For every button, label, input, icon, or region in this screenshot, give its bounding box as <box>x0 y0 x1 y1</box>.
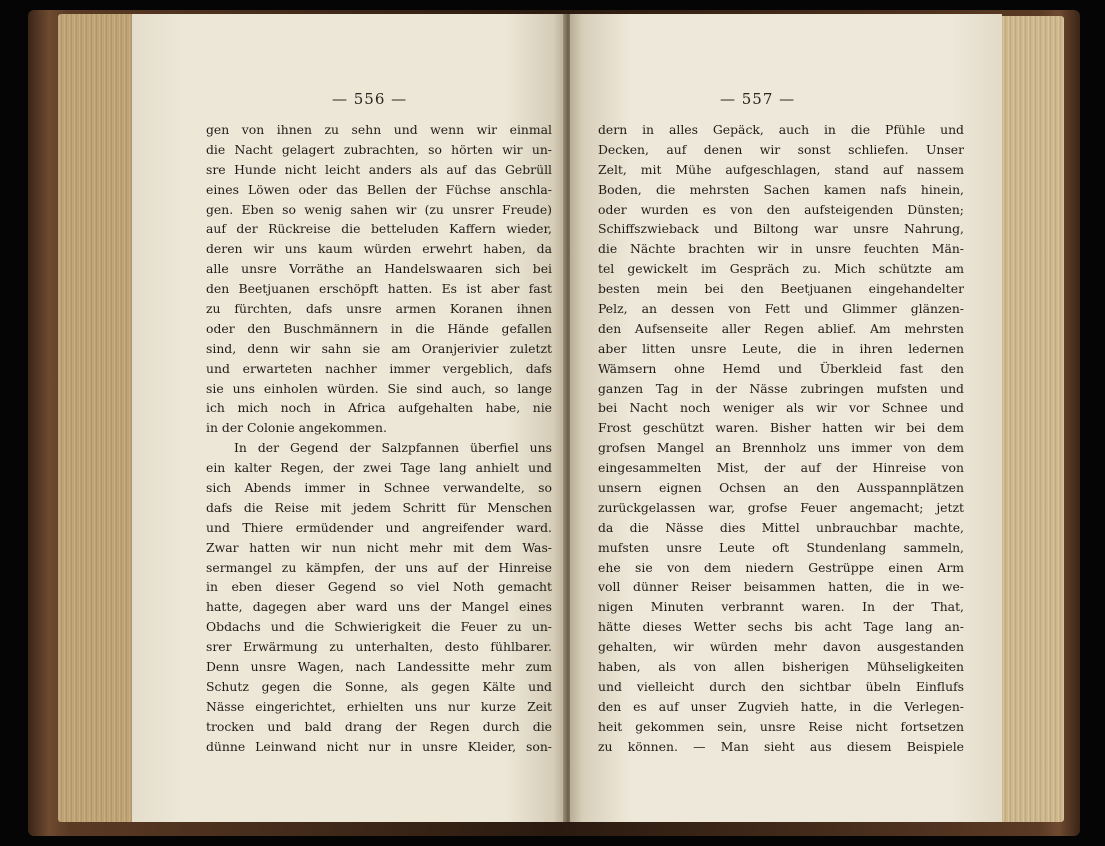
text-line: bei Nacht noch weniger als wir vor Schnee und <box>598 400 964 416</box>
text-line: den Aufsenseite aller Regen ablief. Am mehrsten <box>598 320 964 336</box>
text-line: sind, denn wir sahn sie am Oranjerivier zuletzt <box>206 340 552 356</box>
text-line: Zwar hatten wir nun nicht mehr mit dem Was- <box>206 539 552 555</box>
text-line: srer Erwärmung zu unterhalten, desto fühlbarer. <box>206 639 552 655</box>
text-line: zu fürchten, dafs unsre armen Koranen ihnen <box>206 301 552 317</box>
text-line: oder den Buschmännern in die Hände gefallen <box>206 320 552 336</box>
text-line: ein kalter Regen, der zwei Tage lang anhielt und <box>206 460 552 476</box>
text-line: Zelt, mit Mühe aufgeschlagen, stand auf nassem <box>598 161 964 177</box>
text-line: zurückgelassen war, grofse Feuer angemacht; jetzt <box>598 499 964 515</box>
text-line: zu können. — Man sieht aus diesem Beispiele <box>598 738 964 754</box>
text-line: da die Nässe dies Mittel unbrauchbar machte, <box>598 519 964 535</box>
text-line: trocken und bald drang der Regen durch die <box>206 718 552 734</box>
text-line: dern in alles Gepäck, auch in die Pfühle und <box>598 122 964 137</box>
text-line: ganzen Tag in der Nässe zubringen mufsten und <box>598 380 964 396</box>
page-edges-right <box>1002 16 1064 822</box>
text-line: sre Hunde nicht leicht anders als auf das Gebrüll <box>206 161 552 177</box>
text-line: ich mich noch in Africa aufgehalten habe, nie <box>206 400 552 416</box>
text-line: eines Löwen oder das Bellen der Füchse anschla- <box>206 181 552 197</box>
page-number-left: — 556 — <box>332 90 408 108</box>
text-line: nigen Minuten verbrannt waren. In der That, <box>598 599 964 615</box>
text-line: Obdachs und die Schwierigkeit die Feuer zu un- <box>206 619 552 635</box>
text-line: sie uns einholen würden. Sie sind auch, so lange <box>206 380 552 396</box>
text-line: Frost geschützt waren. Bisher hatten wir bei dem <box>598 420 964 436</box>
text-line: Wämsern ohne Hemd und Überkleid fast den <box>598 360 964 376</box>
text-line: mufsten unsre Leute oft Stundenlang sammeln, <box>598 539 964 555</box>
text-line: hatte, dagegen aber ward uns der Mangel eines <box>206 599 552 615</box>
text-line: tel gewickelt im Gespräch zu. Mich schützte am <box>598 261 964 277</box>
text-line: sermangel zu kämpfen, der uns auf der Hinreise <box>206 559 552 575</box>
text-line: Boden, die mehrsten Sachen kamen nafs hinein, <box>598 181 964 197</box>
text-line: voll dünner Reiser beisammen hatten, die in we- <box>598 579 964 595</box>
text-line: die Nächte brachten wir in unsre feuchten Män- <box>598 241 964 257</box>
right-page-text <box>598 120 964 757</box>
text-line: Nässe eingerichtet, erhielten uns nur kurze Zeit <box>206 698 552 714</box>
text-line: sich Abends immer in Schnee verwandelte, so <box>206 480 552 496</box>
text-line: dünne Leinwand nicht nur in unsre Kleider, son- <box>206 738 552 754</box>
text-line: die Nacht gelagert zubrachten, so hörten wir un- <box>206 141 552 157</box>
text-line: den es auf unser Zugvieh hatte, in die Verlegen- <box>598 698 964 714</box>
text-line: und vielleicht durch den sichtbar übeln Einflufs <box>598 678 964 694</box>
text-line: auf der Rückreise die betteluden Kaffern wieder, <box>206 221 552 237</box>
text-line: Pelz, an dessen von Fett und Glimmer glänzen- <box>598 301 964 317</box>
text-line: den Beetjuanen erschöpft hatten. Es ist aber fast <box>206 281 552 297</box>
right-page <box>570 14 1002 822</box>
text-line: in der Colonie angekommen. <box>206 420 387 436</box>
text-line: oder wurden es von den aufsteigenden Dünsten; <box>598 201 964 217</box>
text-line: Schutz gegen die Sonne, als gegen Kälte und <box>206 678 552 694</box>
text-line: grofsen Mangel an Brennholz uns immer von dem <box>598 440 964 456</box>
text-line: in eben dieser Gegend so viel Noth gemacht <box>206 579 552 595</box>
text-line: Decken, auf denen wir sonst schliefen. Unser <box>598 141 964 157</box>
text-line: aber litten unsre Leute, die in ihren ledernen <box>598 340 964 356</box>
page-edges-left <box>58 14 138 822</box>
page-number-right: — 557 — <box>720 90 796 108</box>
text-line: gen von ihnen zu sehn und wenn wir einmal <box>206 122 552 137</box>
text-line: deren wir uns kaum würden erwehrt haben, da <box>206 241 552 257</box>
text-line: heit gekommen sein, unsre Reise nicht fortsetzen <box>598 718 964 734</box>
text-line: und erwarteten nachher immer vergeblich, dafs <box>206 360 552 376</box>
left-page <box>132 14 566 822</box>
text-line: alle unsre Vorräthe an Handelswaaren sich bei <box>206 261 552 277</box>
text-line: In der Gegend der Salzpfannen überfiel uns <box>234 440 552 456</box>
text-line: hätte dieses Wetter sechs bis acht Tage lang an- <box>598 619 964 635</box>
text-line: Schiffszwieback und Biltong war unsre Nahrung, <box>598 221 964 237</box>
text-line: besten mein bei den Beetjuanen eingehandelter <box>598 281 964 297</box>
text-line: dafs die Reise mit jedem Schritt für Menschen <box>206 499 552 515</box>
text-line: Denn unsre Wagen, nach Landessitte mehr zum <box>206 659 552 675</box>
text-line: ehe sie von dem niedern Gestrüppe einen Arm <box>598 559 964 575</box>
text-line: gehalten, wir würden mehr davon ausgestanden <box>598 639 964 655</box>
text-line: gen. Eben so wenig sahen wir (zu unsrer Freude) <box>206 201 552 217</box>
left-page-text <box>206 120 552 757</box>
text-line: haben, als von allen bisherigen Mühseligkeiten <box>598 659 964 675</box>
text-line: und Thiere ermüdender und angreifender ward. <box>206 519 552 535</box>
text-line: eingesammelten Mist, der auf der Hinreise von <box>598 460 964 476</box>
text-line: unsern eignen Ochsen an den Ausspannplätzen <box>598 480 964 496</box>
